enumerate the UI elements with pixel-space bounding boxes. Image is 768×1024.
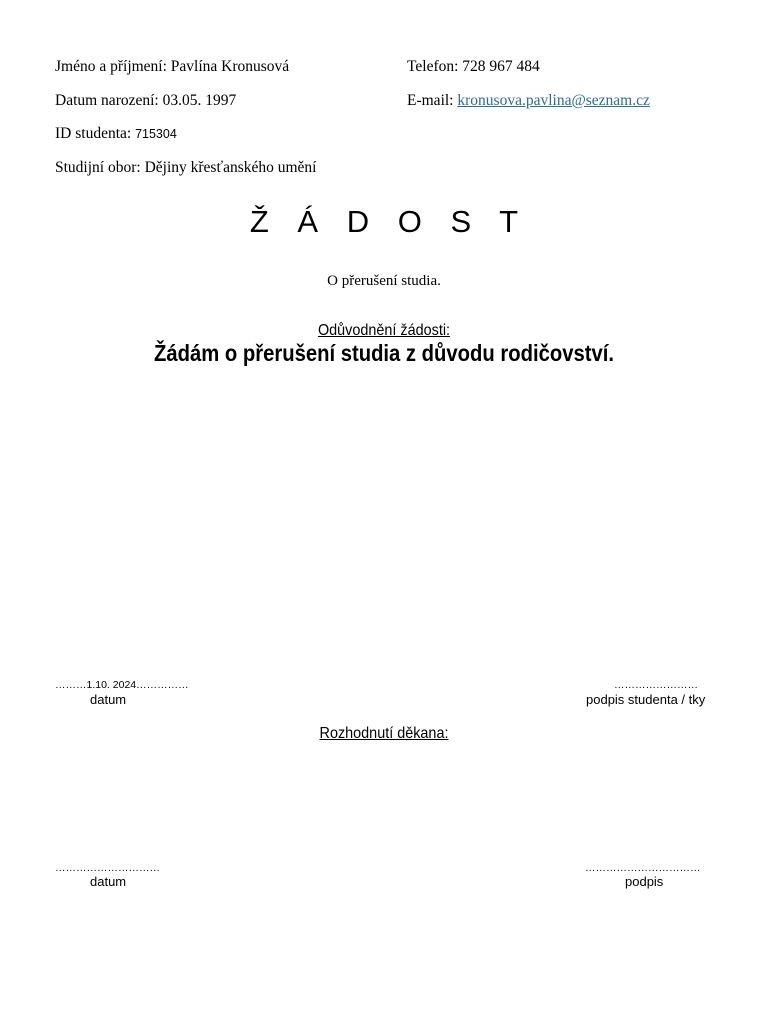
student-sign-label: podpis studenta / tky xyxy=(586,692,706,707)
study-field: Studijní obor: Dějiny křesťanského umění xyxy=(55,159,317,176)
phone-field: Telefon: 728 967 484 xyxy=(407,58,540,75)
email-link[interactable]: kronusova.pavlina@seznam.cz xyxy=(457,92,650,109)
dean-sign-label: podpis xyxy=(625,874,664,889)
student-id-field xyxy=(55,125,177,143)
email-field xyxy=(407,92,650,110)
dean-sign-line: …………………………… xyxy=(585,862,701,874)
justification-label: Odůvodnění žádosti: xyxy=(317,322,451,339)
email-prefix: E-mail: xyxy=(407,92,458,109)
dean-date-label: datum xyxy=(90,874,127,889)
name-field: Jméno a příjmení: Pavlína Kronusová xyxy=(55,58,290,75)
student-id-label: ID studenta: xyxy=(55,125,136,142)
dean-date-line: ………………………… xyxy=(55,862,160,874)
birth-date-field: Datum narození: 03.05. 1997 xyxy=(55,92,237,109)
student-id-value: 715304 xyxy=(135,127,177,141)
justification-text: Žádám o přerušení studia z důvodu rodičovství. xyxy=(154,340,614,366)
student-sign-line: …………………… xyxy=(614,679,698,691)
document-subtitle: O přerušení studia. xyxy=(327,273,441,289)
student-date-line: ………1.10. 2024…………… xyxy=(55,679,189,691)
dean-decision-label: Rozhodnutí děkana: xyxy=(319,725,449,742)
student-date-label: datum xyxy=(90,692,127,707)
document-title: Ž Á D O S T xyxy=(249,204,529,239)
